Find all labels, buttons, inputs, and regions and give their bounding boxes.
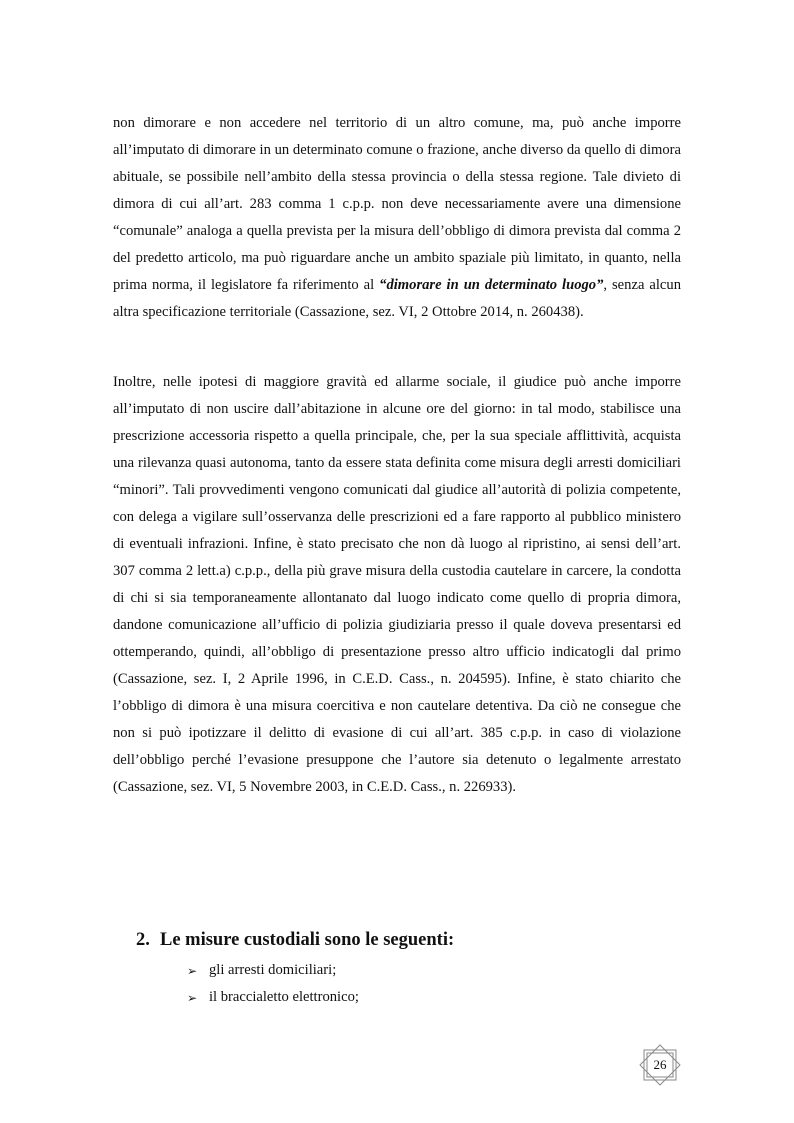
page-number: 26 [653,1057,667,1072]
section-number: 2. [136,930,150,950]
arrow-right-icon: ➢ [187,990,198,1005]
list-item-text: gli arresti domiciliari; [209,962,337,978]
body-paragraph-2: Inoltre, nelle ipotesi di maggiore gravità ed allarme sociale, il giudice può anche imporre all’imputato di non uscire dall’abitazione in alcune ore del giorno: in tal modo, stabilisce una prescrizione accessoria rispetto a quella principale, che, per la sua speciale afflittività, acquista una rilevanza quasi autonoma, tanto da essere stata definita come misura degli arresti domiciliari “minori”. Tali provvedimenti vengono comunicati dal giudice all’autorità di polizia competente, con delega a vigilare sull’osservanza delle prescrizioni ed a fare rapporto al pubblico ministero di eventuali infrazioni. Infine, è stato precisato che non dà luogo al ripristino, ai sensi dell’art. 307 comma 2 lett.a) c.p.p., della più grave misura della custodia cautelare in carcere, la condotta di chi si sia temporaneamente allontanato dal luogo indicato come quello di propria dimora, dandone comunicazione all’ufficio di polizia giudiziaria presso il quale doveva presentarsi ed ottemperando, quindi, all’obbligo di presentazione presso altro ufficio indicatogli dal primo (Cassazione, sez. I, 2 Aprile 1996, in C.E.D. Cass., n. 204595). Infine, è stato chiarito che l’obbligo di dimora è una misura coercitiva e non cautelare detentiva. Da ciò ne consegue che non si può ipotizzare il delitto di evasione di cui all’art. 385 c.p.p. in caso di violazione dell’obbligo perché l’evasione presuppone che l’autore sia detenuto o legalmente arrestato (Cassazione, sez. VI, 5 Novembre 2003, in C.E.D. Cass., n. 226933). [113,374,681,795]
list-item [187,957,359,984]
paragraph-1-text-after: , senza alcun altra specificazione territoriale (Cassazione, sez. VI, 2 Ottobre 2014, n. 260438). [113,277,681,320]
paragraph-1-text-before: non dimorare e non accedere nel territorio di un altro comune, ma, può anche imporre all’imputato di dimorare in un determinato comune o frazione, anche diverso da quello di dimora abituale, se possibile nell’ambito della stessa provincia o della stessa regione. Tale divieto di dimora di cui all’art. 283 comma 1 c.p.p. non deve necessariamente avere una dimensione “comunale” analoga a quella prevista per la misura dell’obbligo di dimora prevista dal comma 2 del predetto articolo, ma può riguardare anche un ambito spaziale più limitato, in quanto, nella prima norma, il legislatore fa riferimento al [113,115,681,293]
list-item-text: il braccialetto elettronico; [209,989,359,1005]
arrow-right-icon: ➢ [187,963,198,978]
list-item [187,984,359,1011]
paragraph-1-emphasis: “dimorare in un determinato luogo” [379,277,604,293]
custodial-measures-list [187,957,359,1011]
page-number-frame [638,1044,682,1086]
body-paragraph-1 [113,110,681,326]
section-heading [136,926,454,954]
section-title: Le misure custodiali sono le seguenti: [160,930,455,950]
